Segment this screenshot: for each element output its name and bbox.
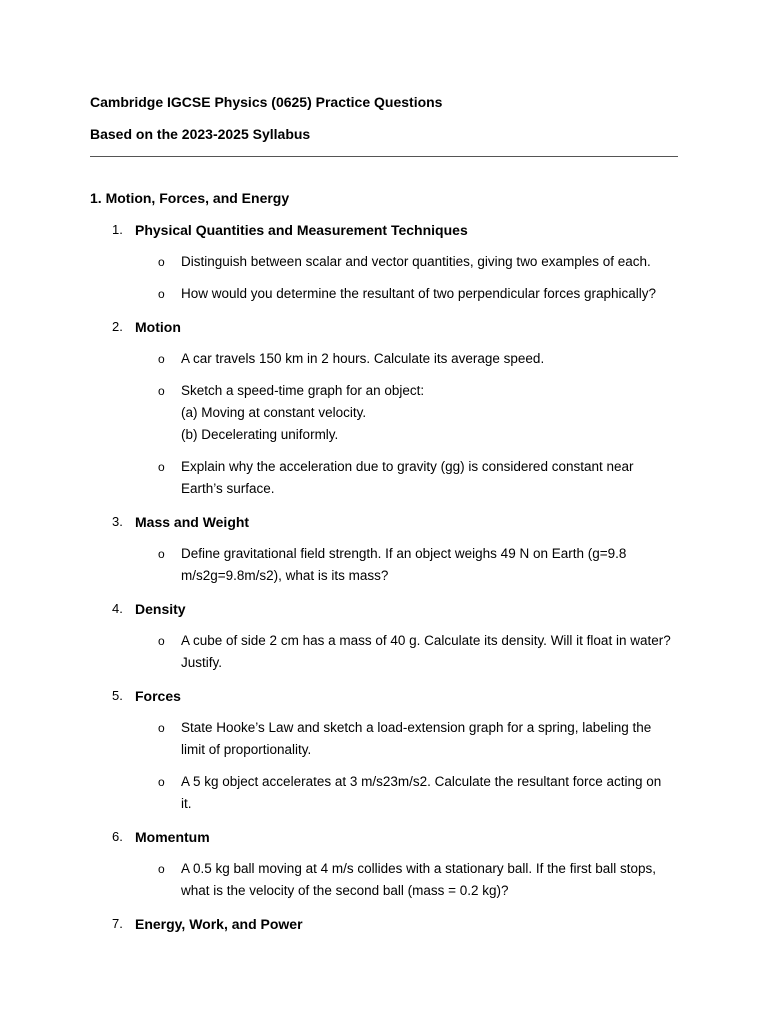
topic-number: 1.	[112, 222, 123, 237]
question-text: Sketch a speed-time graph for an object:	[181, 383, 425, 398]
section-heading: 1. Motion, Forces, and Energy	[90, 190, 290, 206]
bullet-marker: o	[158, 384, 165, 398]
question-text: Explain why the acceleration due to gravity (gg) is considered constant near	[181, 459, 634, 474]
question-list	[90, 251, 690, 305]
question-item	[90, 858, 687, 902]
topic-item	[90, 826, 690, 902]
topic-title: Forces	[135, 688, 181, 704]
question-item	[90, 251, 687, 273]
question-text: limit of proportionality.	[181, 742, 312, 757]
question-text: A 5 kg object accelerates at 3 m/s23m/s2. Calculate the resultant force acting on	[181, 774, 662, 789]
topic-item	[90, 913, 690, 935]
question-list	[90, 717, 690, 815]
horizontal-rule	[90, 156, 678, 157]
question-item	[90, 283, 687, 305]
bullet-marker: o	[158, 460, 165, 474]
topic-item	[90, 598, 690, 674]
bullet-marker: o	[158, 352, 165, 366]
topic-number: 5.	[112, 688, 123, 703]
question-text: A 0.5 kg ball moving at 4 m/s collides with a stationary ball. If the first ball stops,	[181, 861, 656, 876]
topic-title: Density	[135, 601, 186, 617]
question-text: what is the velocity of the second ball (mass = 0.2 kg)?	[181, 883, 509, 898]
question-list	[90, 543, 690, 587]
question-item	[90, 348, 687, 370]
topic-item	[90, 685, 690, 815]
topic-title: Momentum	[135, 829, 210, 845]
question-text: A cube of side 2 cm has a mass of 40 g. Calculate its density. Will it float in water?	[181, 633, 671, 648]
topic-title: Energy, Work, and Power	[135, 916, 303, 932]
topic-item	[90, 219, 690, 305]
question-text: (b) Decelerating uniformly.	[181, 427, 339, 442]
question-text: State Hooke’s Law and sketch a load-extension graph for a spring, labeling the	[181, 720, 652, 735]
bullet-marker: o	[158, 775, 165, 789]
topic-title: Motion	[135, 319, 181, 335]
bullet-marker: o	[158, 634, 165, 648]
topic-number: 3.	[112, 514, 123, 529]
question-text: m/s2g=9.8m/s2), what is its mass?	[181, 568, 389, 583]
bullet-marker: o	[158, 287, 165, 301]
bullet-marker: o	[158, 547, 165, 561]
topic-title: Physical Quantities and Measurement Techniques	[135, 222, 468, 238]
topic-list	[90, 219, 690, 946]
document-title: Cambridge IGCSE Physics (0625) Practice Questions	[90, 94, 443, 110]
question-text: Define gravitational field strength. If an object weighs 49 N on Earth (g=9.8	[181, 546, 627, 561]
question-item	[90, 717, 687, 761]
topic-number: 6.	[112, 829, 123, 844]
topic-number: 2.	[112, 319, 123, 334]
question-text: Earth’s surface.	[181, 481, 275, 496]
topic-item	[90, 511, 690, 587]
topic-item	[90, 316, 690, 500]
question-list	[90, 858, 690, 902]
question-text: it.	[181, 796, 192, 811]
bullet-marker: o	[158, 255, 165, 269]
topic-number: 4.	[112, 601, 123, 616]
bullet-marker: o	[158, 721, 165, 735]
question-item	[90, 771, 687, 815]
question-item	[90, 543, 687, 587]
question-item	[90, 630, 687, 674]
question-text: A car travels 150 km in 2 hours. Calculate its average speed.	[181, 351, 545, 366]
question-item	[90, 456, 687, 500]
bullet-marker: o	[158, 862, 165, 876]
question-text: How would you determine the resultant of two perpendicular forces graphically?	[181, 286, 657, 301]
topic-title: Mass and Weight	[135, 514, 250, 530]
question-text: Distinguish between scalar and vector quantities, giving two examples of each.	[181, 254, 651, 269]
question-list	[90, 630, 690, 674]
topic-number: 7.	[112, 916, 123, 931]
question-text: Justify.	[181, 655, 223, 670]
document-subtitle: Based on the 2023-2025 Syllabus	[90, 126, 311, 142]
question-item	[90, 380, 687, 446]
question-list	[90, 348, 690, 500]
question-text: (a) Moving at constant velocity.	[181, 405, 367, 420]
